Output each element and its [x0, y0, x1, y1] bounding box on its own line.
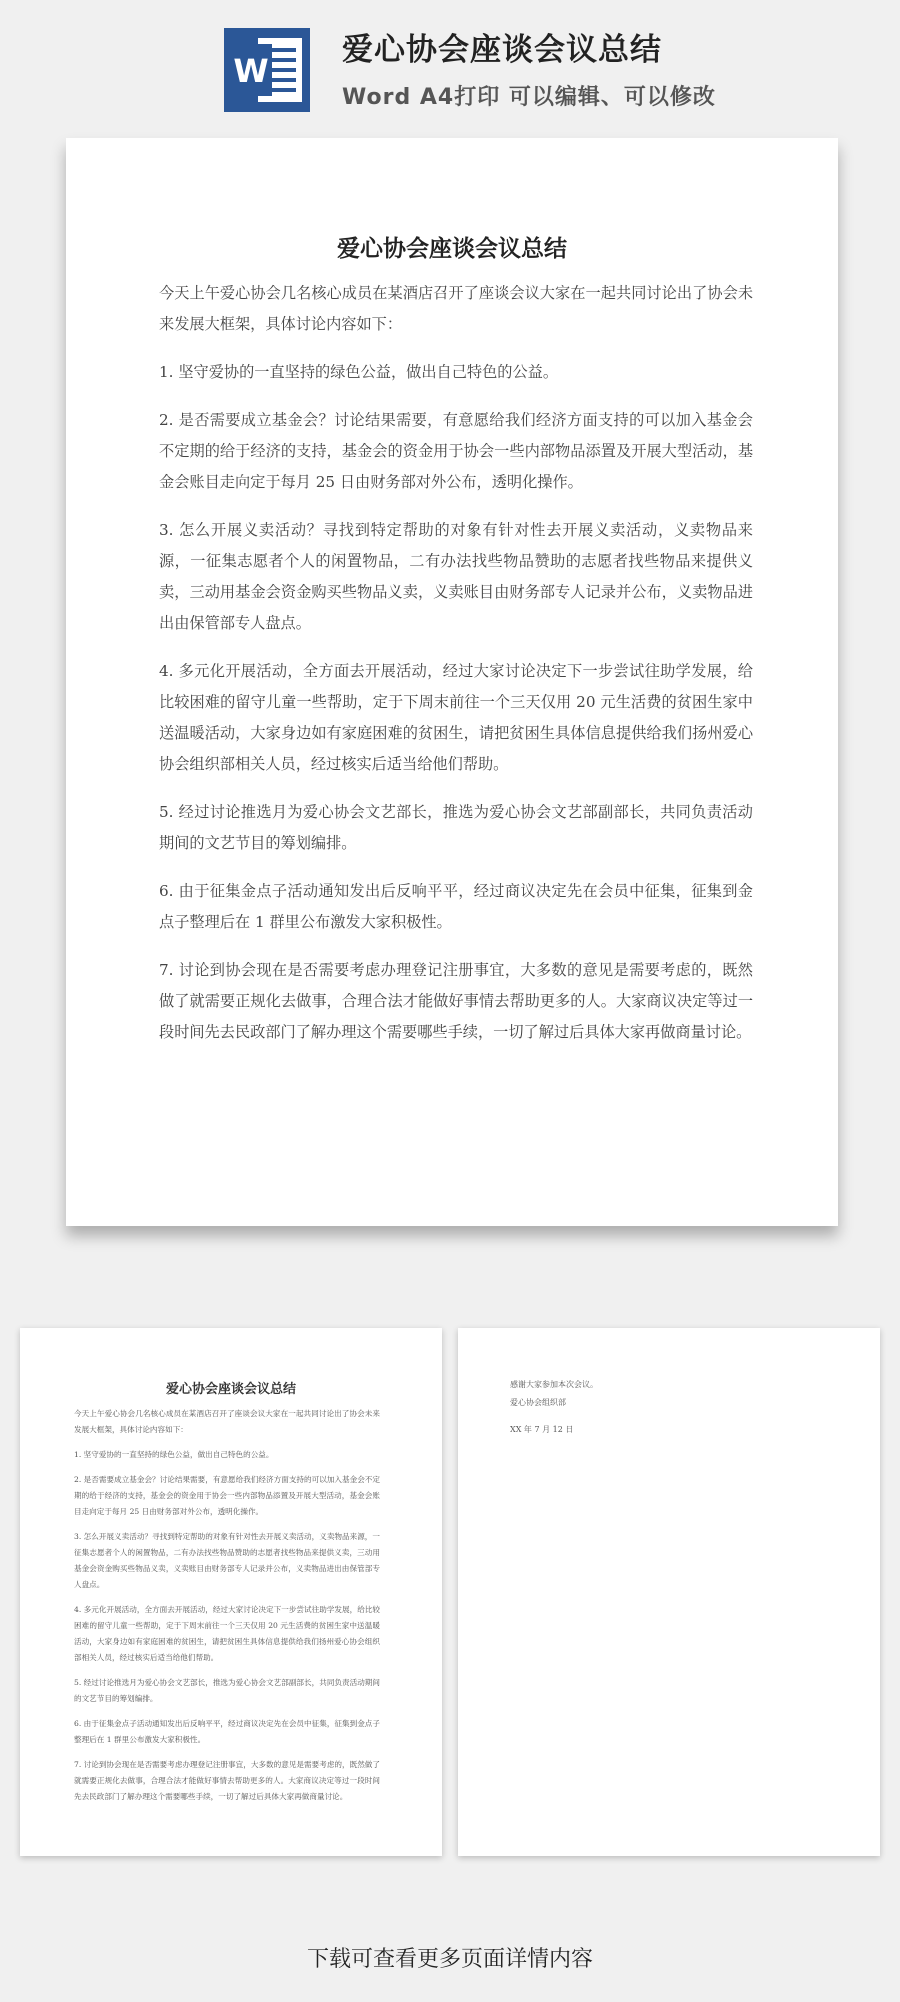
- thumbnail-paragraph: 7. 讨论到协会现在是否需要考虑办理登记注册事宜，大多数的意见是需要考虑的，既然做了就需要正规化去做事，合理合法才能做好事情去帮助更多的人。大家商议决定等过一段时间先去民政部门了解办理这个需要哪些手续，一切了解过后具体大家再做商量讨论。: [74, 1760, 380, 1801]
- thumbnail-paragraph: 5. 经过讨论推选月为爱心协会文艺部长，推选为爱心协会文艺部副部长，共同负责活动期间的文艺节目的筹划编排。: [74, 1678, 380, 1703]
- thumbnail-paragraph: 4. 多元化开展活动，全方面去开展活动，经过大家讨论决定下一步尝试往助学发展，给比较困难的留守儿童一些帮助，定于下周末前往一个三天仅用 20 元生活费的贫困生家中送温暖活动，大家身边如有家庭困难的贫困生，请把贫困生具体信息提供给我们扬州爱心协会组织部相关人员，经过核实后适当给他们帮助。: [74, 1605, 380, 1662]
- document-title: 爱心协会座谈会议总结: [337, 235, 567, 262]
- paragraph: 1. 坚守爱协的一直坚持的绿色公益，做出自己特色的公益。: [159, 363, 559, 381]
- document-page-preview: [66, 138, 838, 1226]
- header-title: 爱心协会座谈会议总结: [342, 32, 662, 68]
- thumbnail-body: [74, 1406, 380, 1814]
- paragraph: 7. 讨论到协会现在是否需要考虑办理登记注册事宜，大多数的意见是需要考虑的，既然做了就需要正规化去做事，合理合法才能做好事情去帮助更多的人。大家商议决定等过一段时间先去民政部门了解办理这个需要哪些手续，一切了解过后具体大家再做商量讨论。: [159, 961, 753, 1041]
- paragraph: 今天上午爱心协会几名核心成员在某酒店召开了座谈会议大家在一起共同讨论出了协会未来发展大框架，具体讨论内容如下：: [159, 284, 753, 333]
- paragraph: 2. 是否需要成立基金会？讨论结果需要，有意愿给我们经济方面支持的可以加入基金会不定期的给于经济的支持，基金会的资金用于协会一些内部物品添置及开展大型活动，基金会账目走向定于每月 25 日由财务部对外公布，透明化操作。: [159, 411, 753, 491]
- word-document-icon: [224, 28, 310, 112]
- thumbnail-paragraph: 6. 由于征集金点子活动通知发出后反响平平，经过商议决定先在会员中征集，征集到金点子整理后在 1 群里公布激发大家积极性。: [74, 1719, 380, 1744]
- paragraph: 5. 经过讨论推选月为爱心协会文艺部长，推选为爱心协会文艺部副部长，共同负责活动期间的文艺节目的筹划编排。: [159, 803, 753, 852]
- page-thumbnail-1[interactable]: [20, 1328, 442, 1856]
- thumbnail-paragraph: 3. 怎么开展义卖活动？寻找到特定帮助的对象有针对性去开展义卖活动，义卖物品来源，一征集志愿者个人的闲置物品，二有办法找些物品赞助的志愿者找些物品来提供义卖，三动用基金会资金购买些物品义卖，义卖账目由财务部专人记录并公布，义卖物品进出由保管部专人盘点。: [74, 1532, 380, 1589]
- closing-date: XX 年 7 月 12 日: [510, 1425, 574, 1434]
- closing-line: 感谢大家参加本次会议。: [510, 1380, 598, 1389]
- thumbnail-paragraph: 1. 坚守爱协的一直坚持的绿色公益，做出自己特色的公益。: [74, 1450, 274, 1459]
- document-body: [159, 278, 753, 1065]
- thumbnail-paragraph: 2. 是否需要成立基金会？讨论结果需要，有意愿给我们经济方面支持的可以加入基金会不定期的给于经济的支持，基金会的资金用于协会一些内部物品添置及开展大型活动，基金会账目走向定于每月 25 日由财务部对外公布，透明化操作。: [74, 1475, 380, 1516]
- paragraph: 4. 多元化开展活动，全方面去开展活动，经过大家讨论决定下一步尝试往助学发展，给比较困难的留守儿童一些帮助，定于下周末前往一个三天仅用 20 元生活费的贫困生家中送温暖活动，大家身边如有家庭困难的贫困生，请把贫困生具体信息提供给我们扬州爱心协会组织部相关人员，经过核实后适当给他们帮助。: [159, 662, 753, 773]
- thumbnail-title: 爱心协会座谈会议总结: [165, 1382, 296, 1397]
- page-thumbnail-2[interactable]: [458, 1328, 880, 1856]
- closing-line: 爱心协会组织部: [510, 1398, 566, 1407]
- word-icon-letter: W: [233, 52, 269, 90]
- footer-note: 下载可查看更多页面详情内容: [306, 1947, 593, 1972]
- thumbnail-paragraph: 今天上午爱心协会几名核心成员在某酒店召开了座谈会议大家在一起共同讨论出了协会未来发展大框架，具体讨论内容如下：: [74, 1409, 380, 1434]
- thumbnail-closing: [510, 1376, 810, 1412]
- paragraph: 6. 由于征集金点子活动通知发出后反响平平，经过商议决定先在会员中征集，征集到金点子整理后在 1 群里公布激发大家积极性。: [159, 882, 753, 931]
- paragraph: 3. 怎么开展义卖活动？寻找到特定帮助的对象有针对性去开展义卖活动，义卖物品来源，一征集志愿者个人的闲置物品，二有办法找些物品赞助的志愿者找些物品来提供义卖，三动用基金会资金购买些物品义卖，义卖账目由财务部专人记录并公布，义卖物品进出由保管部专人盘点。: [159, 521, 753, 632]
- header-subtitle: Word A4打印 可以编辑、可以修改: [342, 85, 716, 110]
- header: [0, 0, 900, 128]
